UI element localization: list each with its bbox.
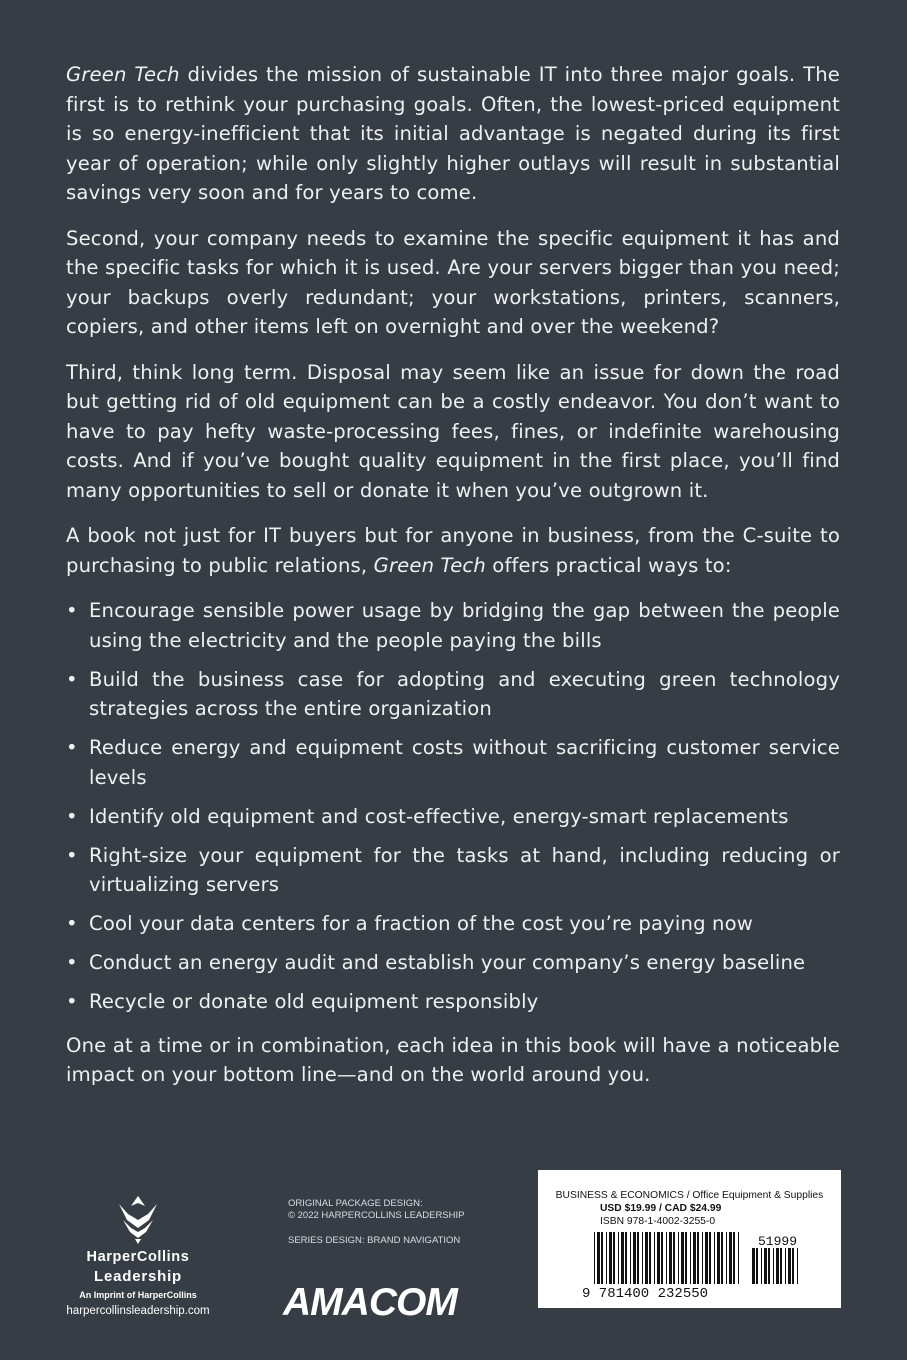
isbn-label: ISBN 978-1-4002-3255-0 <box>600 1216 716 1227</box>
bullet-icon: • <box>66 912 78 935</box>
barcode-digits: 9 781400 232550 <box>582 1286 709 1302</box>
list-item-text: Identify old equipment and cost-effective, energy-smart replacements <box>89 804 789 828</box>
bullet-icon: • <box>66 843 78 867</box>
addon-digits: 51999 <box>758 1234 798 1249</box>
book-title-italic: Green Tech <box>373 553 486 577</box>
price-label: USD $19.99 / CAD $24.99 <box>600 1203 722 1214</box>
credit-line: SERIES DESIGN: BRAND NAVIGATION <box>288 1235 461 1246</box>
publisher-name: HarperCollins <box>86 1249 190 1265</box>
credit-line: © 2022 HARPERCOLLINS LEADERSHIP <box>288 1210 465 1221</box>
list-item-text: Reduce energy and equipment costs without sacrificing customer service levels <box>89 736 840 789</box>
back-cover-copy <box>66 60 840 1106</box>
audience-text: A book not just for IT buyers but for anyone in business, from the C-suite to purchasing to public relations, <box>66 524 840 577</box>
list-item-text: Recycle or donate old equipment responsibly <box>89 990 539 1013</box>
list-item <box>66 802 840 832</box>
book-title-italic: Green Tech <box>66 63 180 86</box>
closing-paragraph: One at a time or in combination, each idea in this book will have a noticeable impact on your bottom line—and on the world around you. <box>66 1033 840 1086</box>
list-item <box>66 948 840 978</box>
list-item <box>66 909 840 939</box>
isbn-barcode <box>538 1170 841 1308</box>
list-item <box>66 841 840 900</box>
publisher-logo <box>38 1190 238 1317</box>
list-item <box>66 987 840 1017</box>
addon-barcode-bars <box>752 1248 798 1284</box>
barcode-panel <box>538 1170 841 1308</box>
bullet-icon: • <box>66 736 78 759</box>
credit-line: ORIGINAL PACKAGE DESIGN: <box>288 1198 423 1209</box>
publisher-division: Leadership <box>93 1268 183 1285</box>
bullet-icon: • <box>66 667 78 691</box>
second-goal-paragraph: Second, your company needs to examine the specific equipment it has and the specific tasks for which it is used. Are your servers bigger than you need; your backups overly redundant; your workstations, printers, scanners, copiers, and other items left on overnight and over the weekend? <box>66 226 840 338</box>
amacom-logo: AMACOM <box>283 1281 457 1324</box>
benefit-list <box>66 596 840 1017</box>
audience-text-end: offers practical ways to: <box>485 553 732 577</box>
bullet-icon: • <box>66 951 78 974</box>
publisher-url: harpercollinsleadership.com <box>66 1305 210 1317</box>
list-item <box>66 665 840 724</box>
barcode-bars <box>594 1232 739 1284</box>
list-item-text: Encourage sensible power usage by bridging the gap between the people using the electricity and the people paying the bills <box>89 599 840 652</box>
flame-logo-icon <box>115 1190 161 1244</box>
list-item <box>66 733 840 792</box>
list-item-text: Cool your data centers for a fraction of the cost you’re paying now <box>89 912 753 935</box>
intro-paragraph <box>66 60 840 208</box>
list-item <box>66 596 840 655</box>
intro-text: divides the mission of sustainable IT into three major goals. The first is to rethink your purchasing goals. Often, the lowest-priced equipment is so energy-inefficient that its initial advantage is negated during its first year of operation; while only slightly higher outlays will result in substantial savings very soon and for years to come. <box>66 63 840 204</box>
audience-paragraph <box>66 521 840 580</box>
list-item-text: Conduct an energy audit and establish your company’s energy baseline <box>89 951 806 974</box>
bullet-icon: • <box>66 990 78 1013</box>
list-item-text: Right-size your equipment for the tasks at hand, including reducing or virtualizing servers <box>89 843 840 896</box>
bisac-category: BUSINESS & ECONOMICS / Office Equipment & Supplies <box>555 1190 824 1201</box>
third-goal-paragraph: Third, think long term. Disposal may seem like an issue for down the road but getting rid of old equipment can be a costly endeavor. You don’t want to have to pay hefty waste-processing fees, fines, or indefinite warehousing costs. And if you’ve bought quality equipment in the first place, you’ll find many opportunities to sell or donate it when you’ve outgrown it. <box>66 360 840 502</box>
publisher-imprint: An Imprint of HarperCollins <box>79 1290 197 1300</box>
bullet-icon: • <box>66 599 78 622</box>
list-item-text: Build the business case for adopting and executing green technology strategies across the entire organization <box>89 667 840 720</box>
design-credits <box>288 1198 478 1247</box>
bullet-icon: • <box>66 804 78 828</box>
